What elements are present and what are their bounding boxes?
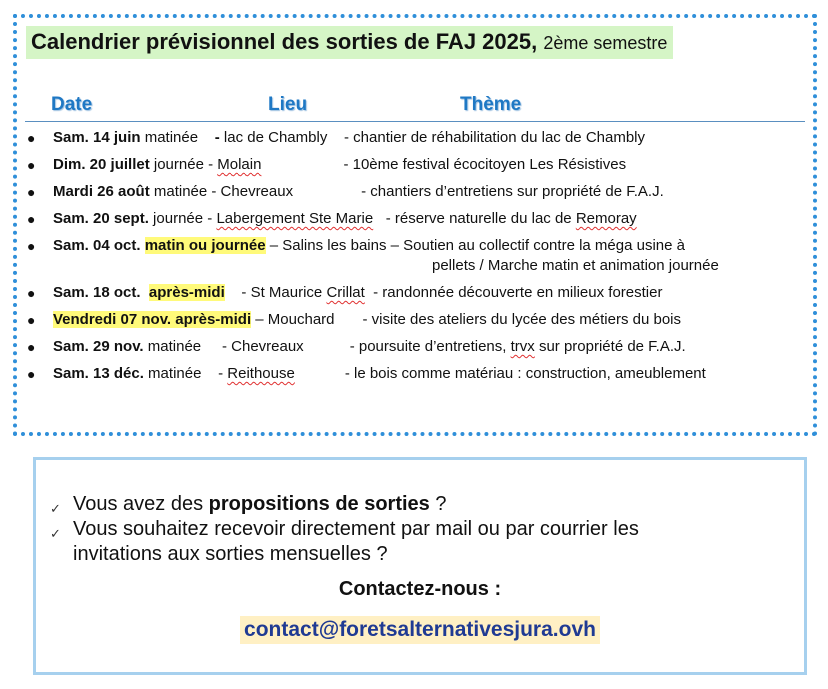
event-theme: - chantiers d’entretiens sur propriété de F.A.J. [361, 183, 664, 200]
list-item [53, 155, 626, 175]
event-date: Mardi 26 août [53, 183, 150, 200]
calendar-title [26, 26, 673, 59]
header-lieu: Lieu [268, 94, 308, 115]
calendar-box [13, 14, 817, 436]
bullet-icon: ● [27, 366, 36, 382]
list-item [53, 182, 664, 202]
event-time: matinée [143, 338, 202, 355]
contact-box [33, 457, 807, 675]
event-date: Sam. 13 déc. [53, 365, 144, 382]
bullet-icon: ● [27, 312, 36, 328]
event-time-place: matinée - Chevreaux [149, 183, 294, 200]
bullet-icon: ● [27, 184, 36, 200]
header-date: Date [51, 94, 93, 115]
list-item [53, 337, 686, 357]
list-item [53, 128, 645, 148]
event-place: lac de Chambly [219, 129, 328, 146]
bullet-icon: ● [27, 130, 36, 146]
item1-bold: propositions de sorties [208, 493, 430, 515]
header-divider [25, 121, 805, 122]
event-theme: - 10ème festival écocitoyen Les Résistives [343, 156, 627, 173]
list-item [53, 310, 681, 330]
event-time: matinée [143, 365, 202, 382]
event-date: Sam. 04 oct. [53, 237, 141, 254]
bullet-icon: ● [27, 157, 36, 173]
contact-email-link[interactable]: contact@foretsalternativesjura.ovh [240, 616, 600, 644]
bullet-icon: ● [27, 238, 36, 254]
email-wrap [36, 616, 804, 644]
event-theme: - randonnée découverte en milieux forestier [373, 284, 663, 301]
event-time: journée - [148, 210, 217, 227]
separator: - [214, 129, 220, 146]
info-text-line1: Vous souhaitez recevoir directement par mail ou par courrier les [73, 518, 639, 540]
event-theme: – Salins les bains – Soutien au collectif contre la méga usine à [265, 237, 685, 254]
event-theme-place: Remoray [575, 210, 637, 227]
event-theme: - visite des ateliers du lycée des métiers du bois [362, 311, 681, 328]
check-icon: ✓ [50, 501, 61, 516]
event-place: - Chevreaux [221, 338, 304, 355]
event-place: – Mouchard [251, 311, 335, 328]
event-theme-continued: pellets / Marche matin et animation journée [432, 257, 719, 274]
event-place: - [218, 365, 228, 382]
title-main: Calendrier prévisionnel des sorties de FAJ 2025, [31, 29, 538, 54]
event-date: Sam. 29 nov. [53, 338, 144, 355]
event-time: matinée [140, 129, 199, 146]
event-time-highlight: après-midi [148, 284, 225, 301]
bullet-icon: ● [27, 339, 36, 355]
list-item [53, 209, 637, 229]
event-place: Molain [217, 156, 262, 173]
column-headers [17, 94, 813, 120]
list-item [53, 283, 662, 303]
event-date: Dim. 20 juillet [53, 156, 150, 173]
event-theme: - poursuite d’entretiens, [349, 338, 511, 355]
event-date: Sam. 14 juin [53, 129, 141, 146]
event-place-name: Reithouse [227, 365, 295, 382]
title-sub: 2ème semestre [543, 33, 668, 53]
bullet-icon: ● [27, 211, 36, 227]
event-date-highlight: Vendredi 07 nov. après-midi [53, 311, 252, 328]
contact-title: Contactez-nous : [338, 578, 502, 600]
event-date: Sam. 18 oct. [53, 284, 141, 301]
event-theme-word: trvx [510, 338, 535, 355]
event-theme: - chantier de réhabilitation du lac de Chambly [344, 129, 646, 146]
info-text [73, 492, 447, 516]
event-time-highlight: matin ou journée [144, 237, 266, 254]
item1-post: ? [429, 493, 447, 515]
list-item [53, 236, 685, 256]
event-place-name: Crillat [326, 284, 365, 301]
header-theme: Thème [460, 94, 522, 115]
list-item [53, 364, 706, 384]
event-theme-end: sur propriété de F.A.J. [534, 338, 686, 355]
event-date: Sam. 20 sept. [53, 210, 149, 227]
event-place: Labergement Ste Marie [216, 210, 374, 227]
event-theme: - réserve naturelle du lac de [385, 210, 576, 227]
bullet-icon: ● [27, 285, 36, 301]
event-time: journée - [149, 156, 218, 173]
event-place: - St Maurice [241, 284, 327, 301]
info-text-line2: invitations aux sorties mensuelles ? [73, 543, 388, 565]
item1-pre: Vous avez des [73, 493, 209, 515]
event-theme: - le bois comme matériau : construction, ameublement [344, 365, 706, 382]
check-icon: ✓ [50, 526, 61, 541]
